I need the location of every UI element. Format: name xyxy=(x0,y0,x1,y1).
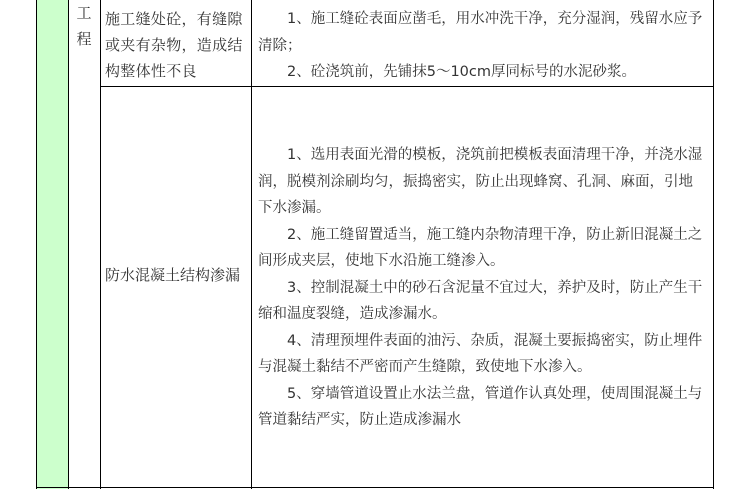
measure-item: 1、选用表面光滑的模板，浇筑前把模板表面清理干净，并浇水湿润，脱模剂涂刷均匀，振捣密实，防止出现蜂窝、孔洞、麻面，引地下水渗漏。 xyxy=(258,147,703,216)
table-border-problem-right xyxy=(251,0,252,489)
table-border-category-right xyxy=(100,0,101,489)
category-cell xyxy=(72,0,96,52)
category-char: 工 xyxy=(76,4,92,22)
category-char: 程 xyxy=(76,30,92,48)
measure-item: 2、砼浇筑前，先铺抹5～10cm厚同标号的水泥砂浆。 xyxy=(287,64,636,80)
table-border-bottom xyxy=(36,487,714,488)
table-border-left xyxy=(36,0,37,489)
problem-cell-construction-joint: 施工缝处砼，有缝隙或夹有杂物，造成结构整体性不良 xyxy=(105,10,243,80)
measure-item: 2、施工缝留置适当，施工缝内杂物清理干净，防止新旧混凝土之间形成夹层，使地下水沿施工缝渗入。 xyxy=(258,226,703,269)
table-border-right xyxy=(713,0,714,489)
measure-item: 5、穿墙管道设置止水法兰盘，管道作认真处理，使周围混凝土与管道黏结严实，防止造成渗漏水 xyxy=(258,385,703,428)
problem-cell-waterproof-leakage: 防水混凝土结构渗漏 xyxy=(105,266,241,284)
measure-cell-waterproof-leakage xyxy=(258,142,706,434)
measure-cell-construction-joint xyxy=(258,6,706,86)
measure-item: 3、控制混凝土中的砂石含泥量不宜过大，养护及时，防止产生干缩和温度裂缝，造成渗漏水。 xyxy=(258,279,703,322)
table-border-green-right xyxy=(68,0,69,489)
green-category-column xyxy=(37,0,68,489)
measure-item: 4、清理预埋件表面的油污、杂质，混凝土要振捣密实，防止埋件与混凝土黏结不严密而产生缝隙，致使地下水渗入。 xyxy=(258,332,703,375)
measure-item: 1、施工缝砼表面应凿毛，用水冲洗干净，充分湿润，残留水应予清除； xyxy=(258,11,703,54)
table-row-divider xyxy=(100,86,714,87)
